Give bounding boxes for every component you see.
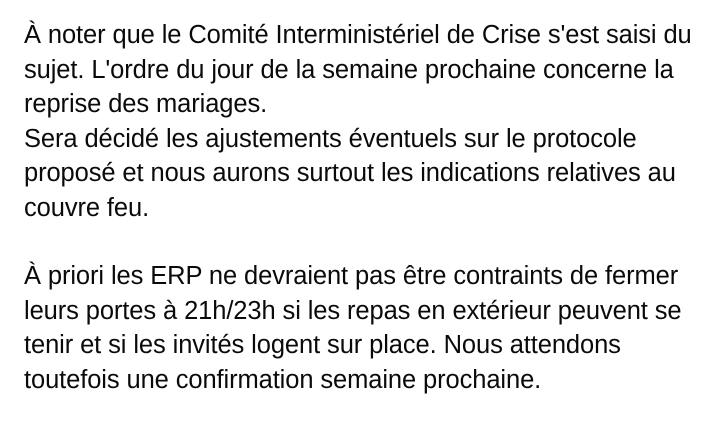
paragraph-3: À priori les ERP ne devraient pas être contraints de fermer leurs portes à 21h/23h si les repas en extérieur peuvent se tenir et si les invités logent sur place. Nous attendons toutefois une confirmation semaine prochaine.: [24, 262, 682, 394]
document-text-block: [24, 18, 704, 397]
paragraph-1: À noter que le Comité Interministériel de Crise s'est saisi du sujet. L'ordre du jour de la semaine prochaine concerne la reprise des mariages.: [24, 21, 692, 118]
paragraph-spacer: [24, 225, 704, 259]
paragraph-2: Sera décidé les ajustements éventuels sur le protocole proposé et nous aurons surtout les indications relatives au couvre feu.: [24, 124, 676, 222]
